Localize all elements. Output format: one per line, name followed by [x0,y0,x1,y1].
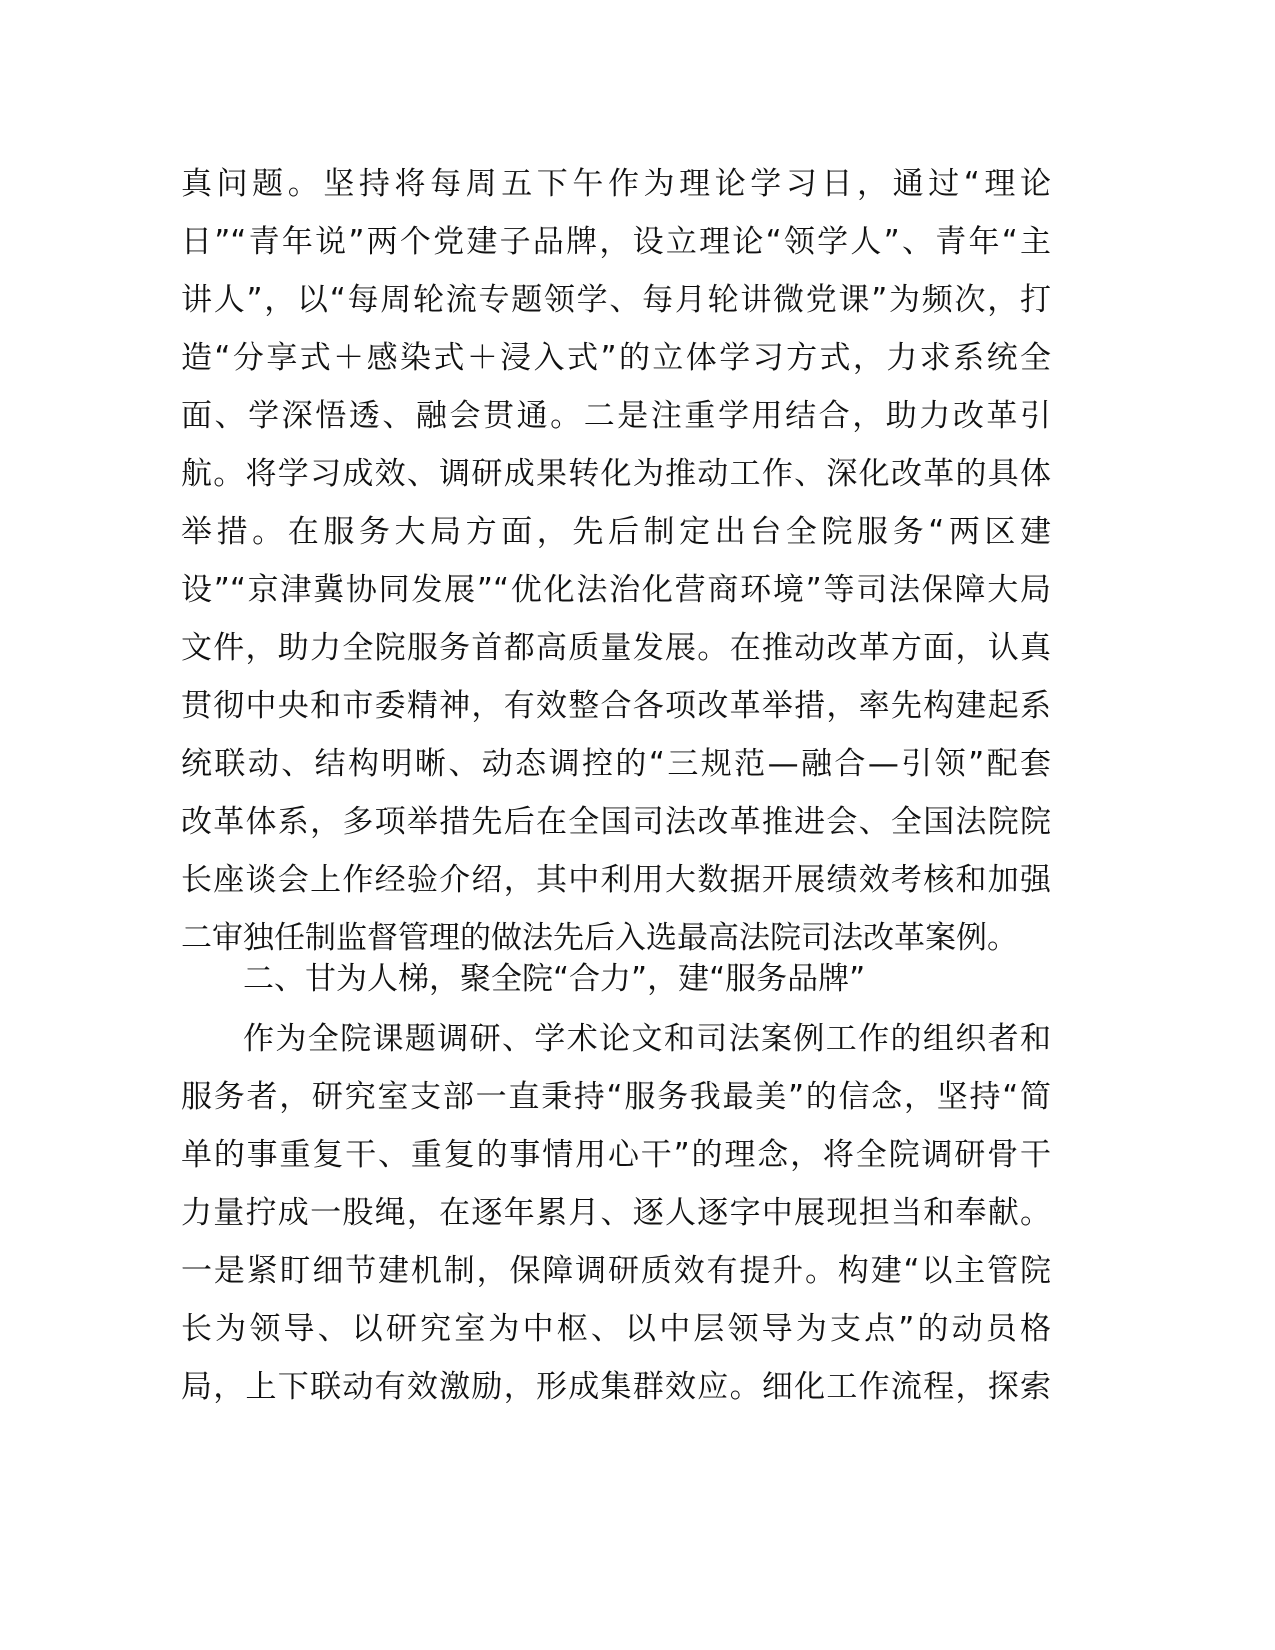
paragraph-line: 统联动、结构明晰、动态调控的“三规范—融合—引领”配套 [181,746,1051,782]
paragraph-line: 单的事重复干、重复的事情用心干”的理念，将全院调研骨干 [181,1137,1051,1173]
paragraph-line: 贯彻中央和市委精神，有效整合各项改革举措，率先构建起系 [181,688,1051,724]
paragraph-line: 真问题。坚持将每周五下午作为理论学习日，通过“理论 [181,166,1051,202]
paragraph-line: 面、学深悟透、融会贯通。二是注重学用结合，助力改革引 [181,398,1051,434]
paragraph-line: 造“分享式＋感染式＋浸入式”的立体学习方式，力求系统全 [181,340,1051,376]
paragraph-line: 服务者，研究室支部一直秉持“服务我最美”的信念，坚持“简 [181,1079,1051,1115]
paragraph-line: 作为全院课题调研、学术论文和司法案例工作的组织者和 [243,1021,1051,1057]
paragraph-line: 讲人”，以“每周轮流专题领学、每月轮讲微党课”为频次，打 [181,282,1051,318]
paragraph-line: 设”“京津冀协同发展”“优化法治化营商环境”等司法保障大局 [181,572,1051,608]
paragraph-line: 日”“青年说”两个党建子品牌，设立理论“领学人”、青年“主 [181,224,1051,260]
paragraph-line: 局，上下联动有效激励，形成集群效应。细化工作流程，探索 [181,1369,1051,1405]
paragraph-line: 二审独任制监督管理的做法先后入选最高法院司法改革案例。 [181,920,1018,956]
paragraph-line: 长为领导、以研究室为中枢、以中层领导为支点”的动员格 [181,1311,1051,1347]
paragraph-line: 举措。在服务大局方面，先后制定出台全院服务“两区建 [181,514,1051,550]
paragraph-line: 文件，助力全院服务首都高质量发展。在推动改革方面，认真 [181,630,1051,666]
paragraph-line: 力量拧成一股绳，在逐年累月、逐人逐字中展现担当和奉献。 [181,1195,1051,1231]
paragraph-line: 改革体系，多项举措先后在全国司法改革推进会、全国法院院 [181,804,1051,840]
paragraph-line: 一是紧盯细节建机制，保障调研质效有提升。构建“以主管院 [181,1253,1051,1289]
paragraph-1 [181,155,1051,967]
section-heading: 二、甘为人梯，聚全院“合力”，建“服务品牌” [243,961,866,997]
paragraph-line: 长座谈会上作经验介绍，其中利用大数据开展绩效考核和加强 [181,862,1051,898]
paragraph-line: 航。将学习成效、调研成果转化为推动工作、深化改革的具体 [181,456,1051,492]
paragraph-2 [181,1010,1051,1416]
section-heading-block [181,950,1051,1008]
